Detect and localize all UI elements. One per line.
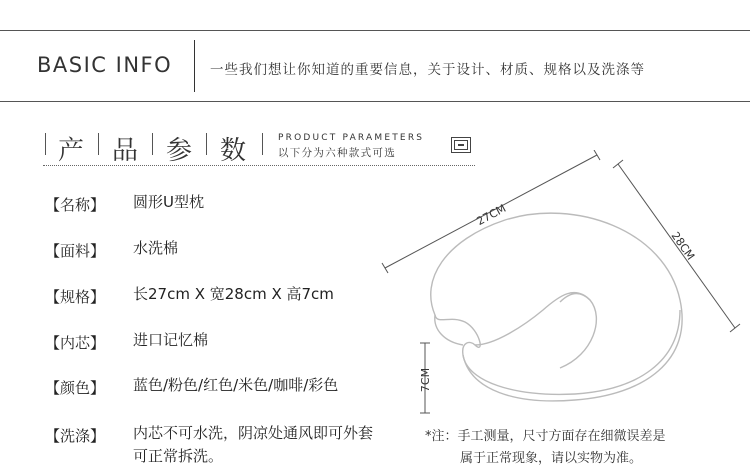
- note-line: *注：手工测量，尺寸方面存在细微误差是: [425, 429, 666, 444]
- spec-value: 圆形U型枕: [133, 193, 204, 211]
- section-en-subtitle: PRODUCT PARAMETERS: [278, 133, 425, 143]
- heading-char: 产: [58, 136, 85, 166]
- spec-label: 【规格】: [45, 288, 106, 306]
- spec-label: 【名称】: [45, 196, 106, 214]
- height-label: 7CM: [419, 367, 432, 393]
- spec-label: 【内芯】: [45, 334, 106, 352]
- length-label: 27CM: [474, 201, 509, 228]
- section-cn-subtitle: 以下分为六种款式可选: [278, 147, 396, 159]
- heading-char: 品: [112, 136, 139, 166]
- spec-label: 【洗涤】: [45, 427, 106, 445]
- banner-title: BASIC INFO: [37, 53, 173, 77]
- measurement-note: [425, 426, 666, 470]
- banner-top-line: [0, 30, 750, 31]
- pillow-dimension-diagram: [375, 150, 750, 420]
- banner-description: 一些我们想让你知道的重要信息，关于设计、材质、规格以及洗涤等: [210, 62, 645, 78]
- spec-label: 【面料】: [45, 242, 106, 260]
- spec-value: 蓝色/粉色/红色/米色/咖啡/彩色: [133, 376, 339, 394]
- spec-value: 长27cm X 宽28cm X 高7cm: [133, 285, 334, 303]
- heading-tick: [206, 133, 207, 155]
- spec-value: 水洗棉: [133, 239, 179, 257]
- heading-char: 数: [220, 136, 247, 166]
- heading-char: 参: [166, 136, 193, 166]
- pillow-shape: [431, 213, 682, 401]
- note-line: 属于正常现象，请以实物为准。: [460, 451, 643, 466]
- heading-tick: [45, 133, 46, 155]
- spec-value: 内芯不可水洗，阴凉处通风即可外套可正常拆洗。: [133, 424, 374, 465]
- banner-divider: [194, 40, 195, 92]
- spec-value: 进口记忆棉: [133, 331, 209, 349]
- banner-bottom-line: [0, 101, 750, 102]
- spec-label: 【颜色】: [45, 379, 106, 397]
- heading-tick: [98, 133, 99, 155]
- width-label: 28CM: [668, 229, 698, 263]
- heading-tick: [262, 133, 263, 155]
- heading-tick: [152, 133, 153, 155]
